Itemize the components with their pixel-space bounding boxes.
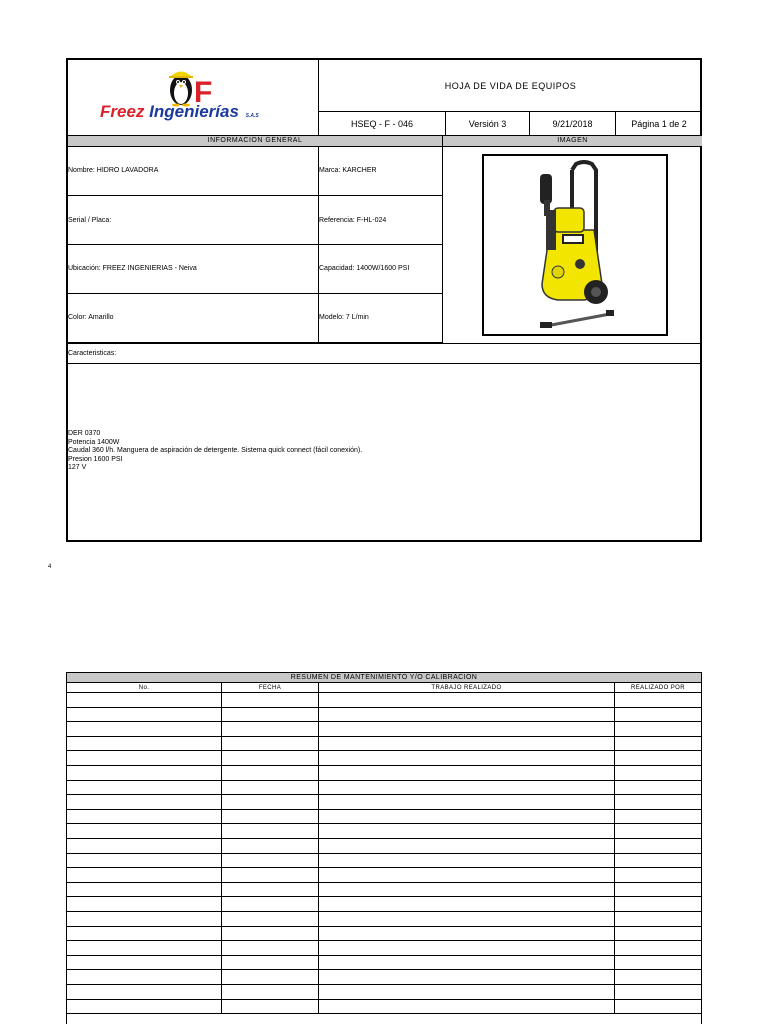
table-cell[interactable] bbox=[615, 1000, 701, 1014]
table-cell[interactable] bbox=[222, 781, 319, 795]
table-cell[interactable] bbox=[319, 693, 615, 707]
column-header-trabajo: TRABAJO REALIZADO bbox=[319, 683, 615, 693]
table-cell[interactable] bbox=[319, 737, 615, 751]
product-image bbox=[482, 154, 668, 336]
table-cell[interactable] bbox=[222, 970, 319, 984]
table-cell[interactable] bbox=[222, 810, 319, 824]
table-cell[interactable] bbox=[615, 708, 701, 722]
table-cell[interactable] bbox=[615, 781, 701, 795]
table-cell[interactable] bbox=[67, 810, 222, 824]
logo-word-freez: Freez bbox=[100, 102, 145, 121]
field-capacidad: Capacidad: 1400W/1600 PSI bbox=[319, 265, 410, 272]
table-cell[interactable] bbox=[67, 868, 222, 882]
table-cell[interactable] bbox=[615, 766, 701, 780]
table-cell[interactable] bbox=[222, 1000, 319, 1014]
logo-wordmark bbox=[100, 102, 259, 122]
table-cell[interactable] bbox=[319, 824, 615, 838]
table-cell[interactable] bbox=[615, 897, 701, 911]
table-cell[interactable] bbox=[222, 722, 319, 736]
table-cell[interactable] bbox=[67, 839, 222, 853]
table-cell[interactable] bbox=[615, 883, 701, 897]
field-nombre: Nombre: HIDRO LAVADORA bbox=[68, 167, 159, 174]
table-cell[interactable] bbox=[67, 985, 222, 999]
table-cell[interactable] bbox=[615, 956, 701, 970]
field-marca-cell bbox=[319, 147, 443, 196]
table-cell[interactable] bbox=[319, 1000, 615, 1014]
document-code: HSEQ - F - 046 bbox=[319, 112, 446, 136]
table-cell[interactable] bbox=[615, 912, 701, 926]
table-cell[interactable] bbox=[222, 897, 319, 911]
table-cell[interactable] bbox=[319, 751, 615, 765]
table-row bbox=[67, 970, 701, 985]
field-ubicacion-cell bbox=[68, 245, 319, 294]
table-cell[interactable] bbox=[319, 839, 615, 853]
document-date: 9/21/2018 bbox=[530, 112, 616, 136]
column-header-no: No. bbox=[67, 683, 222, 693]
field-modelo: Modelo: 7 L/min bbox=[319, 314, 369, 321]
table-cell[interactable] bbox=[67, 854, 222, 868]
table-cell[interactable] bbox=[319, 781, 615, 795]
field-caracteristicas: Caracteristicas: bbox=[68, 350, 117, 357]
table-cell[interactable] bbox=[615, 941, 701, 955]
document-page: Página 1 de 2 bbox=[616, 112, 702, 136]
table-cell[interactable] bbox=[67, 927, 222, 941]
table-cell[interactable] bbox=[67, 912, 222, 926]
table-row bbox=[67, 912, 701, 927]
table-cell[interactable] bbox=[222, 795, 319, 809]
pressure-washer-image bbox=[484, 156, 666, 334]
table-cell[interactable] bbox=[615, 854, 701, 868]
field-color: Color: Amarillo bbox=[68, 314, 114, 321]
company-logo bbox=[68, 60, 319, 136]
table-cell[interactable] bbox=[67, 708, 222, 722]
table-cell[interactable] bbox=[67, 795, 222, 809]
table-cell[interactable] bbox=[615, 795, 701, 809]
equipment-sheet bbox=[66, 58, 702, 542]
table-row bbox=[67, 839, 701, 854]
table-row bbox=[67, 781, 701, 796]
table-cell[interactable] bbox=[319, 883, 615, 897]
table-cell[interactable] bbox=[615, 737, 701, 751]
table-row bbox=[67, 956, 701, 971]
table-cell[interactable] bbox=[319, 897, 615, 911]
document-title: HOJA DE VIDA DE EQUIPOS bbox=[319, 60, 702, 112]
description-line: DER 0370 bbox=[68, 430, 101, 437]
table-row bbox=[67, 722, 701, 737]
description-line: 127 V bbox=[68, 464, 87, 471]
table-cell[interactable] bbox=[222, 883, 319, 897]
table-cell[interactable] bbox=[615, 970, 701, 984]
table-cell[interactable] bbox=[319, 708, 615, 722]
table-cell[interactable] bbox=[67, 897, 222, 911]
table-cell[interactable] bbox=[615, 927, 701, 941]
table-cell[interactable] bbox=[222, 941, 319, 955]
caracteristicas-row bbox=[68, 343, 702, 364]
table-row bbox=[67, 824, 701, 839]
table-cell[interactable] bbox=[615, 868, 701, 882]
table-row bbox=[67, 868, 701, 883]
table-cell[interactable] bbox=[615, 824, 701, 838]
description-line: Caudal 360 l/h. Manguera de aspiración de detergente. Sistema quick connect (fácil conexión). bbox=[68, 447, 363, 454]
table-row bbox=[67, 751, 701, 766]
field-nombre-cell bbox=[68, 147, 319, 196]
table-row bbox=[67, 693, 701, 708]
table-cell[interactable] bbox=[319, 941, 615, 955]
table-row bbox=[67, 854, 701, 869]
table-cell[interactable] bbox=[319, 766, 615, 780]
table-row bbox=[67, 1000, 701, 1015]
table-cell[interactable] bbox=[67, 1000, 222, 1014]
table-row bbox=[67, 883, 701, 898]
table-cell[interactable] bbox=[222, 766, 319, 780]
column-header-realizado-por: REALIZADO POR bbox=[615, 683, 701, 693]
table-cell[interactable] bbox=[615, 985, 701, 999]
column-header-fecha: FECHA bbox=[222, 683, 319, 693]
table-row bbox=[67, 737, 701, 752]
field-referencia-cell bbox=[319, 196, 443, 245]
table-cell[interactable] bbox=[222, 824, 319, 838]
table-row bbox=[67, 795, 701, 810]
field-serial: Serial / Placa: bbox=[68, 217, 112, 224]
table-cell[interactable] bbox=[615, 810, 701, 824]
table-cell[interactable] bbox=[222, 854, 319, 868]
table-cell[interactable] bbox=[222, 751, 319, 765]
table-cell[interactable] bbox=[319, 868, 615, 882]
table-row bbox=[67, 766, 701, 781]
table-cell[interactable] bbox=[615, 693, 701, 707]
table-cell[interactable] bbox=[67, 824, 222, 838]
table-cell[interactable] bbox=[319, 927, 615, 941]
table-cell[interactable] bbox=[222, 912, 319, 926]
table-cell[interactable] bbox=[67, 693, 222, 707]
table-row bbox=[67, 708, 701, 723]
document-version: Versión 3 bbox=[446, 112, 530, 136]
table-row bbox=[67, 927, 701, 942]
table-cell[interactable] bbox=[319, 722, 615, 736]
table-cell[interactable] bbox=[615, 751, 701, 765]
table-cell[interactable] bbox=[222, 693, 319, 707]
table-row bbox=[67, 810, 701, 825]
section-general-header: INFORMACION GENERAL bbox=[68, 136, 443, 147]
svg-text:F: F bbox=[194, 76, 213, 108]
field-capacidad-cell bbox=[319, 245, 443, 294]
table-cell[interactable] bbox=[67, 941, 222, 955]
description-line: Presion 1600 PSI bbox=[68, 455, 123, 463]
field-modelo-cell bbox=[319, 294, 443, 343]
equipment-description bbox=[68, 430, 362, 473]
table-cell[interactable] bbox=[222, 839, 319, 853]
section-image-header: IMAGEN bbox=[443, 136, 702, 147]
table-cell[interactable] bbox=[67, 737, 222, 751]
table-cell[interactable] bbox=[67, 722, 222, 736]
table-cell[interactable] bbox=[67, 956, 222, 970]
table-cell[interactable] bbox=[222, 956, 319, 970]
table-cell[interactable] bbox=[67, 883, 222, 897]
table-cell[interactable] bbox=[319, 810, 615, 824]
table-cell[interactable] bbox=[222, 737, 319, 751]
table-cell[interactable] bbox=[319, 795, 615, 809]
field-referencia: Referencia: F-HL-024 bbox=[319, 217, 387, 224]
field-serial-cell bbox=[68, 196, 319, 245]
table-cell[interactable] bbox=[222, 927, 319, 941]
table-cell[interactable] bbox=[67, 970, 222, 984]
logo-suffix: S.A.S bbox=[245, 113, 259, 119]
footnote-number: 4 bbox=[48, 564, 52, 570]
table-row bbox=[67, 941, 701, 956]
description-line: Potencia 1400W bbox=[68, 438, 120, 446]
table-cell[interactable] bbox=[319, 912, 615, 926]
maintenance-title: RESUMEN DE MANTENIMIENTO Y/O CALIBRACION bbox=[67, 673, 701, 683]
table-cell[interactable] bbox=[319, 985, 615, 999]
table-cell[interactable] bbox=[222, 708, 319, 722]
table-cell[interactable] bbox=[319, 956, 615, 970]
table-cell[interactable] bbox=[222, 985, 319, 999]
logo-word-ingenierias: Ingenierías bbox=[149, 102, 239, 121]
table-cell[interactable] bbox=[67, 766, 222, 780]
field-marca: Marca: KARCHER bbox=[319, 167, 377, 174]
table-cell[interactable] bbox=[67, 751, 222, 765]
table-cell[interactable] bbox=[615, 722, 701, 736]
table-cell[interactable] bbox=[615, 839, 701, 853]
maintenance-table bbox=[66, 672, 702, 1024]
table-row bbox=[67, 985, 701, 1000]
table-cell[interactable] bbox=[319, 970, 615, 984]
field-color-cell bbox=[68, 294, 319, 343]
table-cell[interactable] bbox=[222, 868, 319, 882]
table-cell[interactable] bbox=[319, 854, 615, 868]
table-cell[interactable] bbox=[67, 781, 222, 795]
table-row bbox=[67, 897, 701, 912]
field-ubicacion: Ubicación: FREEZ INGENIERIAS - Neiva bbox=[68, 265, 197, 272]
